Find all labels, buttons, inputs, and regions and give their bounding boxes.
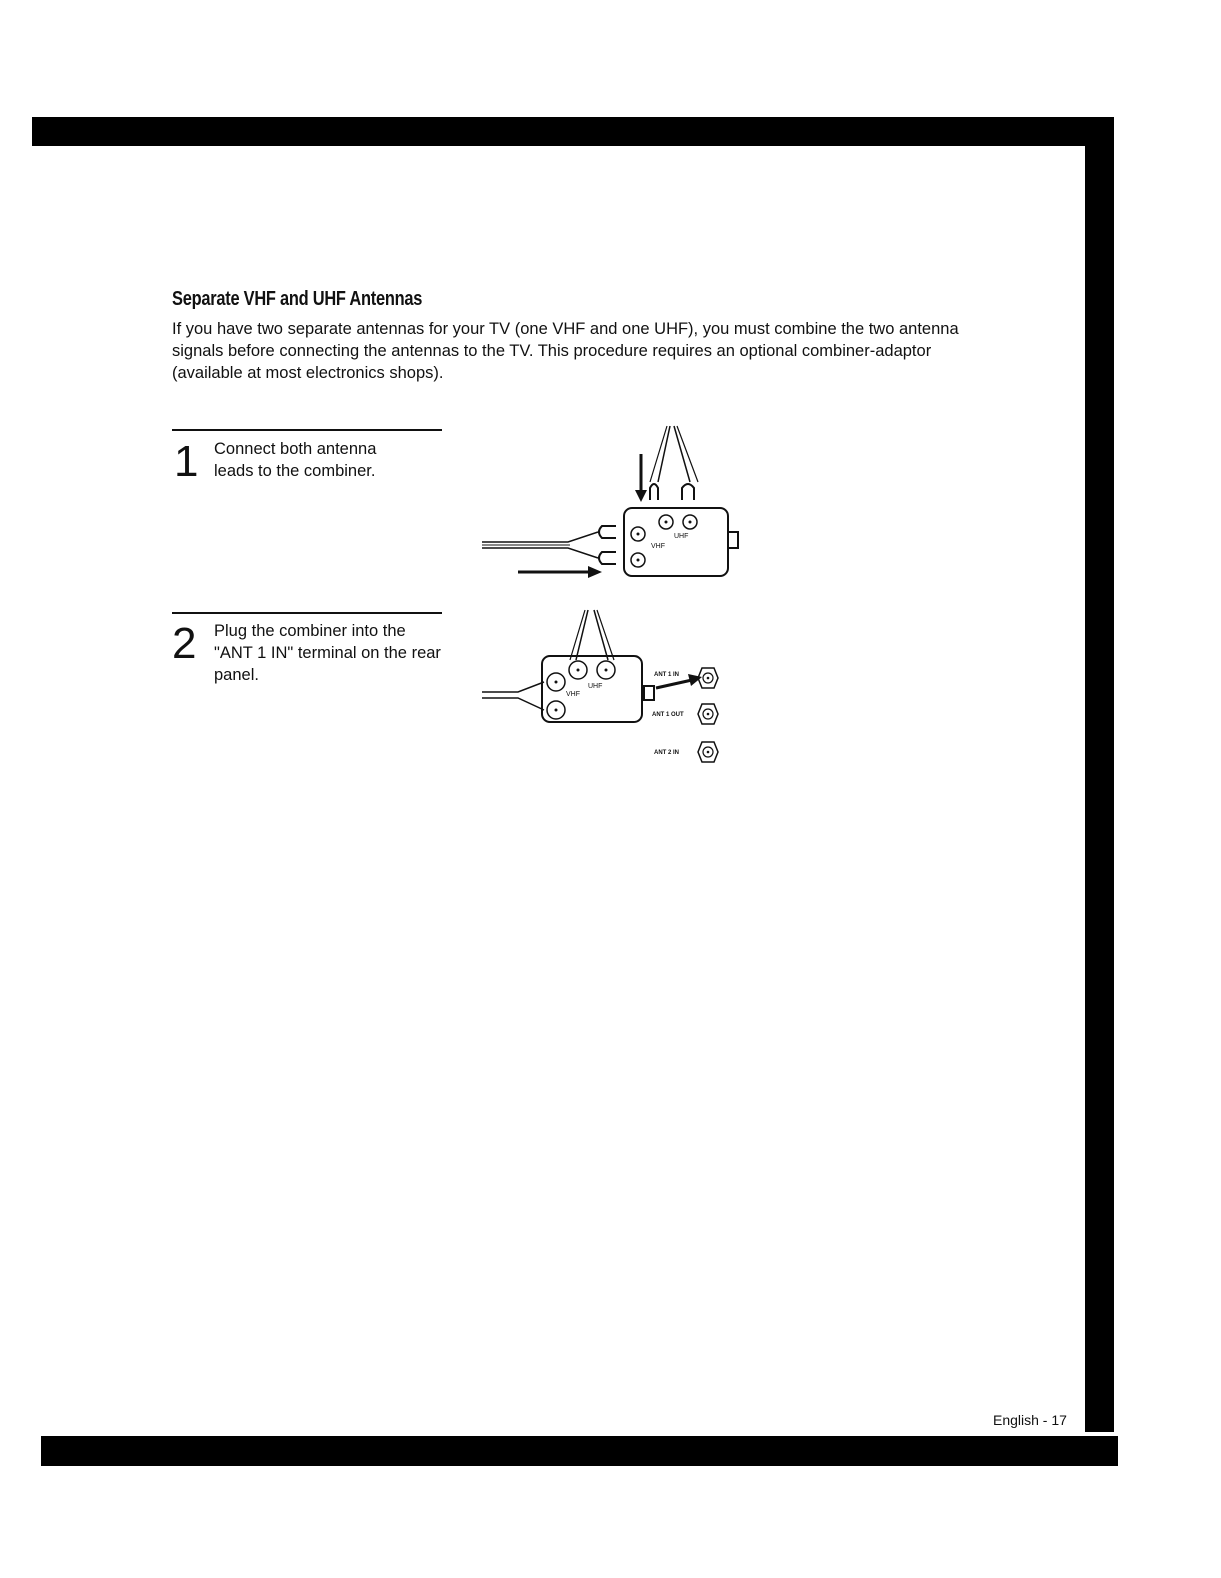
bottom-border-bar <box>41 1436 1118 1466</box>
section-title: Separate VHF and UHF Antennas <box>172 288 423 310</box>
ant-1-out-label: ANT 1 OUT <box>652 712 684 718</box>
ant-2-in-label: ANT 2 IN <box>654 750 680 756</box>
step-1-rule <box>172 429 442 431</box>
combiner-connection-diagram <box>478 422 778 582</box>
rear-panel-connection-diagram <box>478 606 748 771</box>
page-number: English - 17 <box>993 1412 1067 1428</box>
step-2-rule <box>172 612 442 614</box>
vhf-label: VHF <box>651 543 665 550</box>
uhf-label: UHF <box>674 533 689 540</box>
intro-paragraph: If you have two separate antennas for your TV (one VHF and one UHF), you must combine the two antenna signals before connecting the antennas to the TV. This procedure requires an optional combiner-adaptor (available at most electronics shops). <box>172 320 959 382</box>
step-1-text: Connect both antenna leads to the combiner. <box>214 440 377 480</box>
right-border-bar <box>1085 117 1114 1432</box>
step-2-text: Plug the combiner into the "ANT 1 IN" terminal on the rear panel. <box>214 622 441 684</box>
ant-1-in-terminal <box>698 668 718 688</box>
vhf-label: VHF <box>566 691 580 698</box>
step-2-figure <box>478 606 748 776</box>
step-1-number: 1 <box>174 437 199 486</box>
ant-2-in-terminal <box>698 742 718 762</box>
step-2-number: 2 <box>172 619 197 668</box>
uhf-label: UHF <box>588 683 603 690</box>
ant-1-in-label: ANT 1 IN <box>654 672 680 678</box>
step-1-figure <box>478 422 778 587</box>
ant-1-out-terminal <box>698 704 718 724</box>
top-border-bar <box>32 117 1113 146</box>
